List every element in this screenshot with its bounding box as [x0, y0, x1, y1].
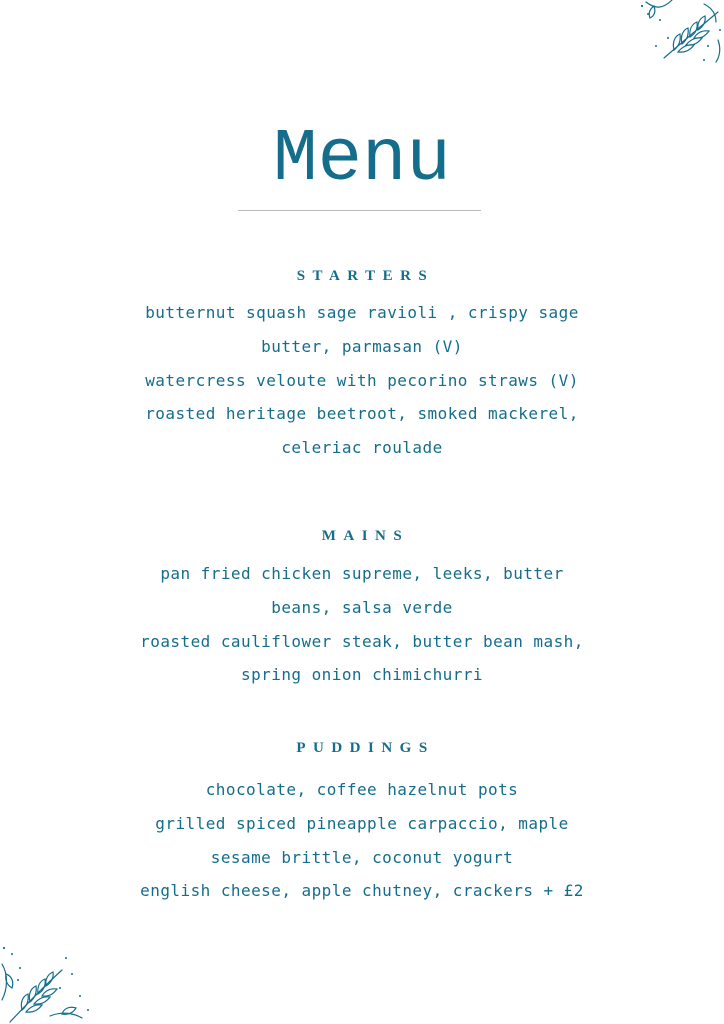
section-mains	[0, 526, 724, 692]
menu-item: pan fried chicken supreme, leeks, butter	[160, 564, 564, 583]
menu-item: chocolate, coffee hazelnut pots	[205, 780, 519, 799]
leaf-sprig-icon	[634, 0, 724, 70]
section-items	[0, 773, 724, 908]
section-items	[0, 296, 724, 465]
menu-title: Menu	[273, 118, 451, 202]
section-starters	[0, 266, 724, 465]
menu-item: celeriac roulade	[281, 438, 443, 458]
menu-item: butter, parmasan (V)	[261, 336, 463, 356]
title-divider	[238, 210, 481, 211]
leaf-sprig-icon	[0, 944, 95, 1024]
menu-item: spring onion chimichurri	[241, 665, 483, 685]
section-heading: STARTERS	[296, 268, 435, 284]
section-puddings	[0, 738, 724, 908]
menu-item: roasted heritage beetroot, smoked mackerel,	[145, 404, 579, 424]
menu-item: beans, salsa verde	[271, 597, 453, 617]
menu-item: sesame brittle, coconut yogurt	[210, 847, 514, 867]
menu-item: grilled spiced pineapple carpaccio, maple	[155, 813, 569, 833]
menu-item: english cheese, apple chutney, crackers + £2	[140, 881, 584, 901]
section-heading: PUDDINGS	[296, 740, 435, 756]
section-heading: MAINS	[321, 528, 410, 544]
menu-item: roasted cauliflower steak, butter bean mash,	[140, 631, 584, 651]
menu-item: butternut squash sage ravioli , crispy sage	[145, 303, 579, 322]
menu-item: watercress veloute with pecorino straws (V)	[145, 370, 579, 390]
section-items	[0, 557, 724, 692]
